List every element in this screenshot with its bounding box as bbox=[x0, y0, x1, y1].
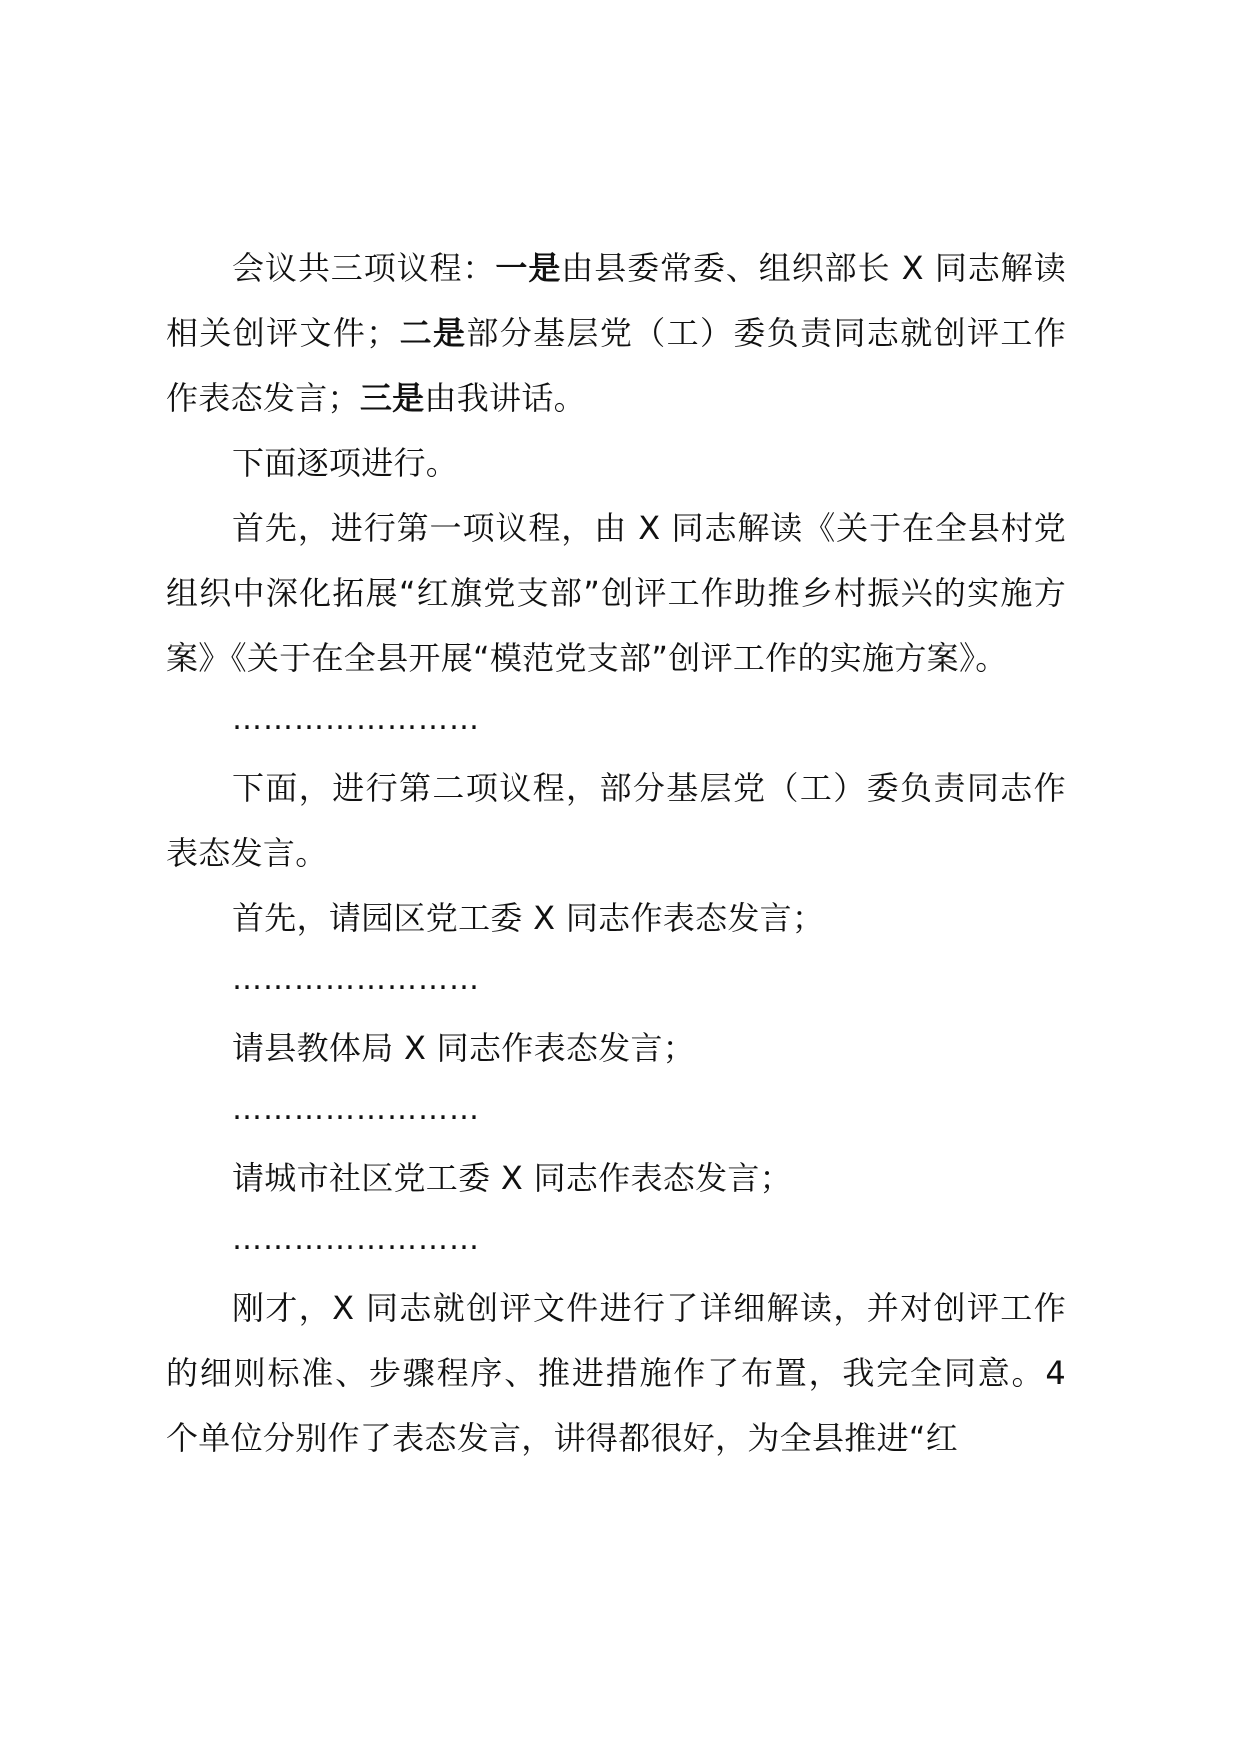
first-item-paragraph: 首先，进行第一项议程，由 X 同志解读《关于在全县村党组织中深化拓展“红旗党支部”创评工作助推乡村振兴的实施方案》《关于在全县开展“模范党支部”创评工作的实施方案》。 bbox=[166, 509, 1066, 677]
ellipsis-4: …………………… bbox=[232, 1222, 480, 1257]
agenda-paragraph bbox=[166, 236, 1066, 431]
summary-paragraph: 刚才，X 同志就创评文件进行了详细解读，并对创评工作的细则标准、步骤程序、推进措施作了布置，我完全同意。4 个单位分别作了表态发言，讲得都很好，为全县推进“红 bbox=[166, 1289, 1066, 1457]
agenda-item2-marker: 二是 bbox=[398, 314, 467, 352]
agenda-intro: 会议共三项议程： bbox=[232, 249, 496, 287]
ellipsis-2: …………………… bbox=[232, 962, 480, 997]
agenda-item2-text: 部分基层党（工）委负责同志就创评工作作表态发言； bbox=[166, 314, 1067, 417]
agenda-item1-text: 由县委常委、组织部长 X 同志解读相关创评文件； bbox=[166, 249, 1066, 352]
agenda-item3-marker: 三是 bbox=[359, 379, 425, 417]
second-item-paragraph: 下面，进行第二项议程，部分基层党（工）委负责同志作表态发言。 bbox=[166, 769, 1066, 872]
speaker-2-paragraph: 请县教体局 X 同志作表态发言； bbox=[232, 1029, 696, 1067]
agenda-item1-marker: 一是 bbox=[495, 249, 562, 287]
agenda-item3-text: 由我讲话。 bbox=[424, 379, 586, 417]
speaker-3-paragraph: 请城市社区党工委 X 同志作表态发言； bbox=[232, 1159, 792, 1197]
speaker-1-paragraph: 首先，请园区党工委 X 同志作表态发言； bbox=[232, 899, 825, 937]
proceed-paragraph: 下面逐项进行。 bbox=[232, 444, 459, 482]
ellipsis-3: …………………… bbox=[232, 1092, 480, 1127]
ellipsis-1: …………………… bbox=[232, 702, 480, 737]
document-body bbox=[166, 236, 1066, 1471]
